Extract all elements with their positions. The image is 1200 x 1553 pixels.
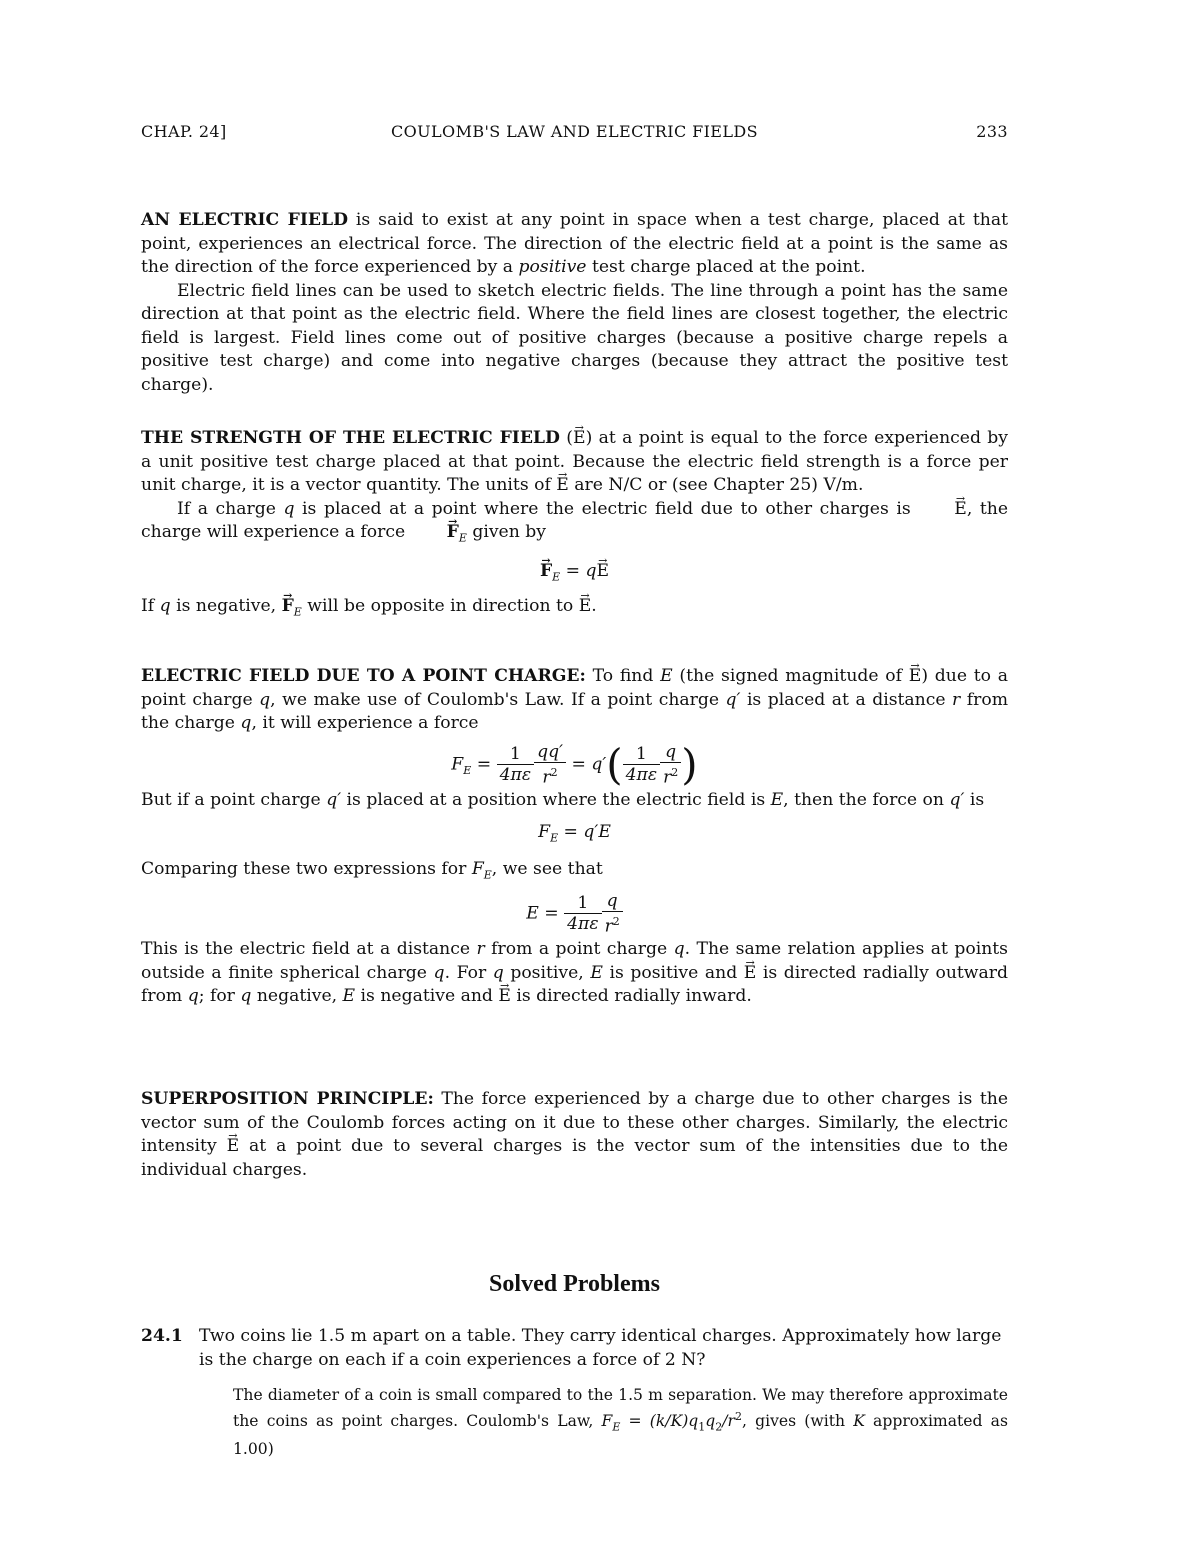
denominator [660,763,681,788]
text-run: from the charge [141,689,1008,733]
exponent: 2 [671,765,679,779]
section-electric-field [141,209,1008,397]
section-heading: THE STRENGTH OF THE ELECTRIC FIELD [141,428,560,448]
text-run: positive, [503,962,591,983]
paragraph [141,1088,1008,1182]
text-run: given by [466,522,546,542]
problem-24-1 [141,1325,1008,1372]
paragraph [141,595,1008,624]
text-run: is positive and [602,962,744,983]
text-run: from a point charge [484,939,674,960]
text-run: (the signed magnitude of [672,666,909,686]
text-run: is negative and [355,986,499,1007]
text-run: , gives (with [741,1412,854,1431]
symbol: r [476,939,485,960]
subscript: E [293,605,302,619]
chapter-title: COULOMB'S LAW AND ELECTRIC FIELDS [390,122,758,141]
text-run: ) at a point is equal to the force experienced by a unit positive test charge placed at that point. Because the electric field strength is a force per unit charge, it is a vector quantity. The units of [141,428,1009,495]
vector-symbol: → E [597,560,610,584]
text-run: is placed at a point where the electric field due to other charges is [294,498,919,519]
numerator: qq′ [534,742,566,763]
symbol: q [673,939,685,960]
vector-symbol: → E [744,962,757,986]
symbol: r [952,689,961,710]
text-run: Comparing these two expressions for [141,858,472,879]
section-superposition [141,1088,1008,1182]
equation-force-field [141,560,1008,589]
symbol: F [451,753,464,774]
fraction [623,744,660,785]
text-run: The force experienced by a charge due to other charges is the vector sum of the Coulomb forces acting on it due to these other charges. Similarly, the electric intensity [141,1089,1008,1156]
symbol: q [705,1412,716,1431]
problem-solution: The diameter of a coin is small compared to the 1.5 m separation. We may therefore approximate the coins as point charges. Coulomb's Law, $F_E = (k/K)q_1q_2/r^2$, gives (with K approximated as 1.00) [233,1386,1008,1459]
denominator: 4πε [499,764,532,785]
subscript: E [550,831,559,845]
vector-symbol: → E [498,985,511,1009]
paragraph [141,209,1008,280]
vector-symbol: → F [540,560,552,584]
symbol: q [159,595,171,616]
symbol: F [471,858,484,879]
vector-symbol: → E [918,498,967,522]
subscript: E [552,570,561,584]
equals-sign: = [558,821,584,842]
text-run: is placed at a distance [740,689,953,710]
text-run: is directed radially outward from [141,962,1008,1007]
equals-sign: = [538,902,565,923]
paragraph [141,938,1008,1009]
numerator: q [602,891,623,912]
paragraph [141,789,1008,813]
symbol: q′ [583,821,599,842]
symbol: r [604,916,613,937]
text-run: , the charge will experience a force [141,498,1009,542]
symbol: E [770,790,784,811]
right-paren-icon: ) [681,739,698,789]
text-run: If a charge [177,498,284,519]
symbol: q′ [326,790,342,811]
fraction [564,893,601,934]
paragraph [141,665,1008,736]
equals-sign: = [560,560,586,581]
text-run: , we make use of Coulomb's Law. If a point charge [270,689,726,710]
numerator: 1 [623,744,660,765]
vector-symbol: → E [573,427,586,451]
symbol: E [660,666,673,686]
symbol: q′ [949,790,965,811]
numerator: 1 [497,744,534,765]
symbol: q′ [591,753,607,774]
exponent: 2 [550,765,558,779]
text-run: will be opposite in direction to [301,595,579,616]
section-heading: SUPERPOSITION PRINCIPLE: [141,1089,434,1109]
text-run: ) due to a point charge [141,666,1008,710]
text-run: , then the force on [783,790,950,811]
numerator: q [660,742,681,763]
symbol: q′ [725,689,741,710]
left-paren-icon: ( [606,739,623,789]
denominator [602,912,623,937]
equals-sign: = [471,753,497,774]
text-run: approximated as 1.00) [233,1412,1008,1459]
symbol: q [433,962,445,983]
symbol: E [598,821,611,842]
vector-symbol: → E [556,474,569,498]
text-run: is placed at a position where the electric field is [341,790,771,811]
equation-coulomb-force [141,739,1008,789]
symbol: q [585,560,597,581]
text-run: is negative, [170,595,282,616]
equals-sign: = [565,753,592,774]
fraction [534,742,566,788]
text-run: The diameter of a coin is small compared to the 1.5 m separation. We may therefore approximate the coins as point charges. Coulomb's Law, [233,1386,1008,1431]
symbol: r [542,767,551,788]
problem-text: Two coins lie 1.5 m apart on a table. They carry identical charges. Approximately how large is the charge on each if a coin experiences a force of 2 N? [199,1326,1002,1370]
denominator: 4πε [567,913,599,934]
denominator [534,763,566,788]
numerator: 1 [564,893,601,914]
equation-force-from-field [141,821,1008,850]
fraction [602,891,623,937]
text-run: is directed radially inward. [510,986,752,1007]
paragraph: Electric field lines can be used to sketch electric fields. The line through a point has the same direction at that point as the electric field. Where the field lines are closest together, the electric field is largest. Field lines come out of positive charges (because a positive charge repels a positive test charge) and come into negative charges (because they attract the positive test charge). [141,280,1008,395]
section-field-strength [141,427,1008,624]
symbol: K [853,1412,865,1431]
vector-symbol: → F [282,595,294,619]
symbol: q [240,713,252,733]
text-run: , it will experience a force [251,713,479,733]
text-run: is said to exist at any point in space when a test charge, placed at that point, experiences an electrical force. The direction of the electric field at a point is the same as the direction of the force experienced by a [141,210,1009,277]
section-heading: ELECTRIC FIELD DUE TO A POINT CHARGE: [141,666,586,686]
text-run: , we see that [491,858,603,879]
text-run: is [964,790,985,811]
exponent: 2 [612,914,620,928]
text-run: are N/C or (see Chapter 25) V/m. [568,475,864,495]
chapter-label: CHAP. 24] [141,122,227,141]
vector-symbol: → E [579,595,592,619]
text-run: To find [585,666,661,686]
solved-problems-heading: Solved Problems [489,1271,660,1297]
paragraph [141,858,1008,887]
subscript: E [463,763,472,777]
section-heading: AN ELECTRIC FIELD [141,210,349,230]
subscript: E [458,531,467,545]
text-run: test charge placed at the point. [586,257,866,277]
symbol: q [283,498,295,519]
fraction [497,744,534,785]
paragraph [141,498,1008,550]
text-run: But if a point charge [141,790,327,811]
text-run: = (k/K)q [620,1412,699,1431]
denominator: 4πε [625,764,658,785]
section-point-charge [141,665,1008,1009]
text-run: . For [444,962,493,983]
text-run: If [141,595,160,616]
symbol: q [240,986,252,1007]
problem-number: 24.1 [141,1326,183,1346]
paragraph [141,427,1008,498]
text-run: . The same relation applies at points outside a finite spherical charge [141,939,1008,983]
fraction [660,742,681,788]
text-run: ( [559,428,574,448]
text-run: ; for [198,986,241,1007]
vector-symbol: → E [909,665,922,689]
subscript: E [483,868,492,882]
text-run: at a point due to several charges is the vector sum of the intensities due to the individual charges. [141,1136,1008,1180]
symbol: E [526,902,539,923]
text-run: /r [722,1412,735,1431]
symbol: E [590,962,603,983]
symbol: q [492,962,504,983]
vector-symbol: → E [227,1135,240,1159]
symbol: E [342,986,356,1007]
text-run: This is the electric field at a distance [141,939,477,960]
symbol: q [259,689,271,710]
equation-point-charge-field [141,891,1008,937]
symbol: F [601,1412,613,1431]
symbol: r [663,767,672,788]
subscript: E [612,1420,621,1434]
symbol: F [538,821,551,842]
page-number: 233 [976,122,1008,141]
text-run: . [591,595,597,616]
symbol: q [187,986,199,1007]
text-run: negative, [251,986,343,1007]
running-header [141,122,1008,146]
text-run: positive [518,257,587,277]
vector-symbol: → F [411,521,459,545]
